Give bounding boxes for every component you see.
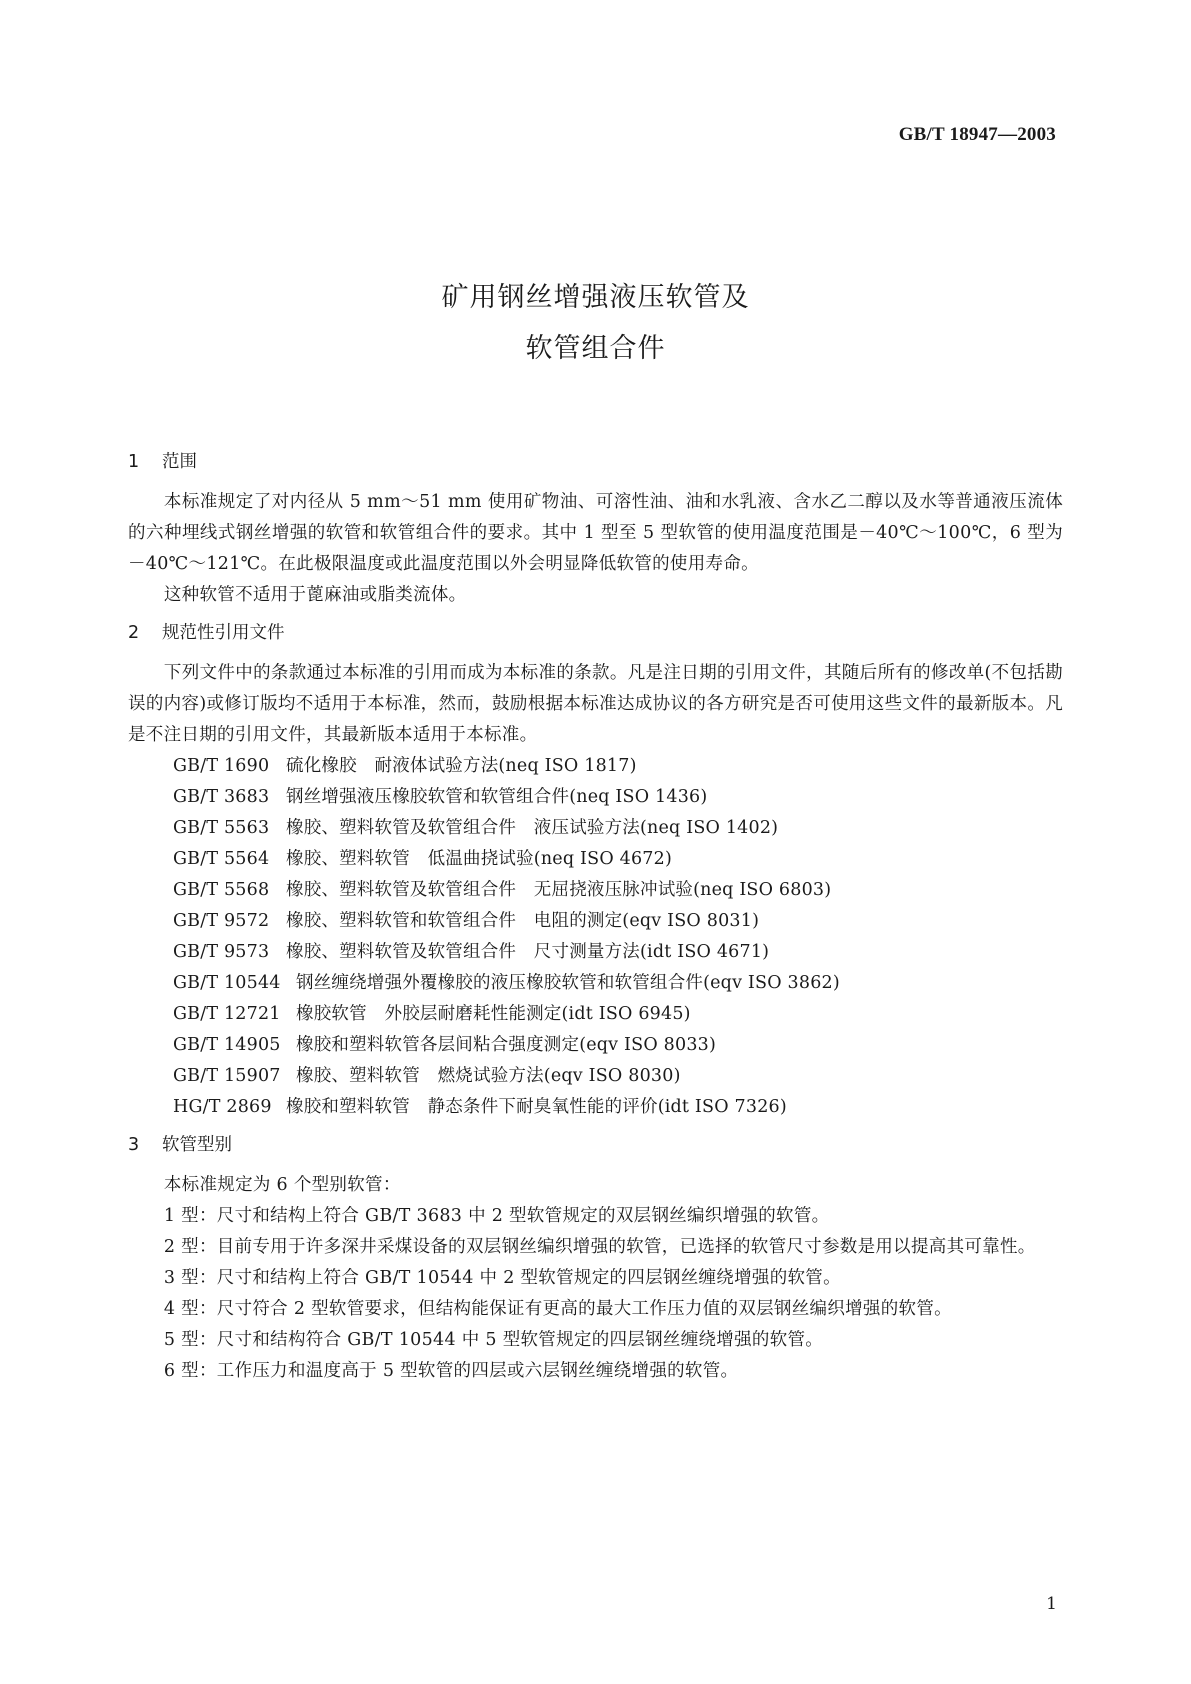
reference-item	[128, 1030, 1063, 1061]
reference-title: 橡胶和塑料软管各层间粘合强度测定(eqv ISO 8033)	[296, 1035, 717, 1055]
reference-title: 橡胶软管 外胶层耐磨耗性能测定(idt ISO 6945)	[296, 1004, 691, 1024]
reference-title: 硫化橡胶 耐液体试验方法(neq ISO 1817)	[286, 756, 637, 776]
reference-code: GB/T 5568	[173, 880, 270, 900]
reference-code: GB/T 3683	[173, 787, 270, 807]
section-heading-hose-types	[128, 1130, 1063, 1161]
reference-code: GB/T 15907	[173, 1066, 281, 1086]
reference-title: 橡胶、塑料软管 低温曲挠试验(neq ISO 4672)	[286, 849, 672, 869]
reference-code: GB/T 9573	[173, 942, 270, 962]
reference-code: GB/T 1690	[173, 756, 270, 776]
reference-title: 钢丝缠绕增强外覆橡胶的液压橡胶软管和软管组合件(eqv ISO 3862)	[296, 973, 840, 993]
section-heading-scope	[128, 447, 1063, 478]
section-title: 范围	[162, 452, 197, 472]
standard-number: GB/T 18947—2003	[898, 124, 1056, 145]
reference-item	[128, 937, 1063, 968]
reference-item	[128, 999, 1063, 1030]
document-title	[0, 272, 1191, 374]
paragraph: 本标准规定了对内径从 5 mm～51 mm 使用矿物油、可溶性油、油和水乳液、含水乙二醇以及水等普通液压流体的六种埋线式钢丝增强的软管和软管组合件的要求。其中 1 型至 5 型软管的使用温度范围是－40℃～100℃，6 型为－40℃～121℃。在此极限温度或此温度范围以外会明显降低软管的使用寿命。	[128, 492, 1063, 574]
document-body	[128, 447, 1063, 1387]
reference-code: GB/T 10544	[173, 973, 281, 993]
reference-item	[128, 751, 1063, 782]
reference-item	[128, 813, 1063, 844]
reference-code: GB/T 9572	[173, 911, 270, 931]
paragraph: 这种软管不适用于蓖麻油或脂类流体。	[163, 585, 467, 605]
paragraph: 下列文件中的条款通过本标准的引用而成为本标准的条款。凡是注日期的引用文件，其随后所有的修改单(不包括勘误的内容)或修订版均不适用于本标准，然而，鼓励根据本标准达成协议的各方研究是否可使用这些文件的最新版本。凡是不注日期的引用文件，其最新版本适用于本标准。	[128, 663, 1063, 745]
reference-title: 橡胶、塑料软管及软管组合件 液压试验方法(neq ISO 1402)	[286, 818, 779, 838]
reference-title: 钢丝增强液压橡胶软管和软管组合件(neq ISO 1436)	[286, 787, 708, 807]
reference-code: GB/T 5564	[173, 849, 270, 869]
title-line-2: 软管组合件	[525, 333, 666, 364]
reference-item	[128, 875, 1063, 906]
reference-list	[128, 751, 1063, 1123]
section-heading-normative-references	[128, 618, 1063, 649]
reference-item	[128, 1092, 1063, 1123]
title-line-1: 矿用钢丝增强液压软管及	[441, 282, 750, 313]
section-number: 2	[128, 623, 140, 643]
section-number: 3	[128, 1135, 140, 1155]
reference-item	[128, 968, 1063, 999]
paragraph: 5 型：尺寸和结构符合 GB/T 10544 中 5 型软管规定的四层钢丝缠绕增强的软管。	[163, 1330, 824, 1350]
page-number: 1	[1046, 1594, 1057, 1614]
reference-title: 橡胶和塑料软管 静态条件下耐臭氧性能的评价(idt ISO 7326)	[286, 1097, 787, 1117]
paragraph: 6 型：工作压力和温度高于 5 型软管的四层或六层钢丝缠绕增强的软管。	[163, 1361, 739, 1381]
reference-code: GB/T 14905	[173, 1035, 281, 1055]
section-title: 软管型别	[162, 1135, 232, 1155]
reference-code: GB/T 5563	[173, 818, 270, 838]
reference-item	[128, 1061, 1063, 1092]
reference-code: HG/T 2869	[173, 1097, 272, 1117]
paragraph: 1 型：尺寸和结构上符合 GB/T 3683 中 2 型软管规定的双层钢丝编织增强的软管。	[163, 1206, 830, 1226]
reference-title: 橡胶、塑料软管及软管组合件 尺寸测量方法(idt ISO 4671)	[286, 942, 770, 962]
paragraph: 2 型：目前专用于许多深井采煤设备的双层钢丝编织增强的软管，已选择的软管尺寸参数是用以提高其可靠性。	[163, 1237, 1036, 1257]
paragraph: 4 型：尺寸符合 2 型软管要求，但结构能保证有更高的最大工作压力值的双层钢丝编织增强的软管。	[163, 1299, 952, 1319]
reference-item	[128, 844, 1063, 875]
reference-title: 橡胶、塑料软管及软管组合件 无屈挠液压脉冲试验(neq ISO 6803)	[286, 880, 832, 900]
reference-title: 橡胶、塑料软管 燃烧试验方法(eqv ISO 8030)	[296, 1066, 681, 1086]
reference-code: GB/T 12721	[173, 1004, 281, 1024]
section-title: 规范性引用文件	[162, 623, 285, 643]
reference-item	[128, 906, 1063, 937]
paragraph: 3 型：尺寸和结构上符合 GB/T 10544 中 2 型软管规定的四层钢丝缠绕增强的软管。	[163, 1268, 841, 1288]
paragraph: 本标准规定为 6 个型别软管：	[163, 1175, 401, 1195]
reference-title: 橡胶、塑料软管和软管组合件 电阻的测定(eqv ISO 8031)	[286, 911, 760, 931]
reference-item	[128, 782, 1063, 813]
section-number: 1	[128, 452, 140, 472]
